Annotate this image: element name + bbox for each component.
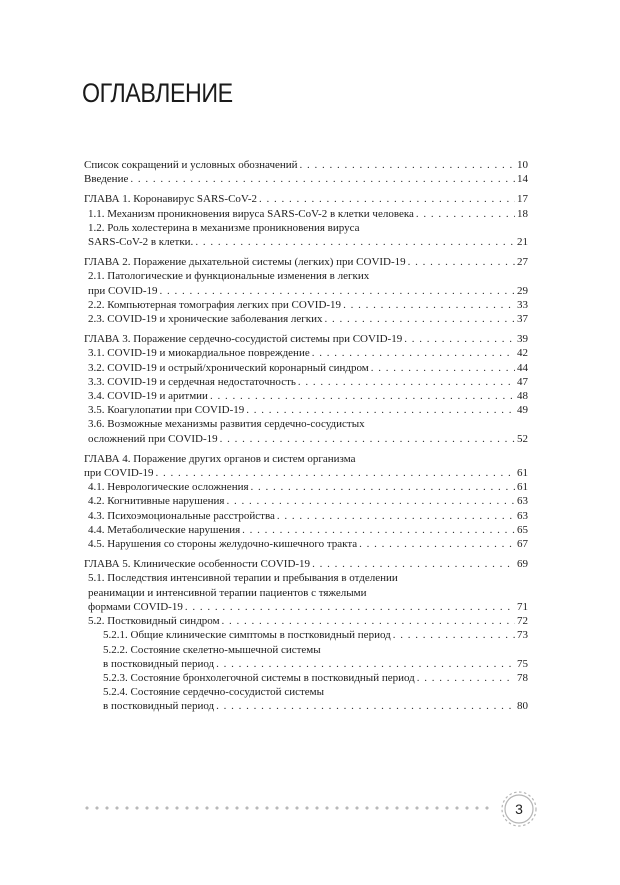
toc-entry-title: 5.1. Последствия интенсивной терапии и пребывания в отделении	[88, 572, 398, 585]
toc-entry-title: 1.2. Роль холестерина в механизме проникновения вируса	[88, 221, 360, 234]
toc-entry-title-cont: при COVID-19	[84, 467, 154, 480]
toc-entry-title: ГЛАВА 5. Клинические особенности COVID-19	[84, 558, 311, 571]
toc-chapter-entry[interactable]	[84, 452, 528, 480]
toc-group-chapter-4	[84, 452, 528, 551]
toc-entry[interactable]	[84, 480, 528, 494]
toc-entry-title: 5.2.1. Общие клинические симптомы в постковидный период	[103, 629, 391, 642]
page-number: 3	[515, 801, 523, 817]
toc-entry-title: Введение	[84, 173, 129, 186]
toc-group-chapter-1	[84, 192, 528, 249]
toc-entry[interactable]	[84, 537, 528, 551]
toc-entry-page: 29	[517, 284, 528, 297]
toc-entry-page: 63	[517, 509, 528, 522]
toc-entry[interactable]	[84, 671, 528, 685]
toc-entry[interactable]	[84, 509, 528, 523]
toc-entry-title: 5.2.4. Состояние сердечно-сосудистой системы	[103, 686, 325, 699]
toc-entry[interactable]	[84, 221, 528, 249]
toc-group-front-matter	[84, 158, 528, 186]
toc-entry[interactable]	[84, 158, 528, 172]
toc-entry-title: 4.5. Нарушения со стороны желудочно-кишечного тракта	[88, 538, 358, 551]
toc-entry[interactable]	[84, 628, 528, 642]
toc-entry[interactable]	[84, 389, 528, 403]
toc-entry[interactable]	[84, 403, 528, 417]
toc-entry-page: 73	[517, 629, 528, 642]
toc-entry-title: 5.2.2. Состояние скелетно-мышечной системы	[103, 643, 321, 656]
toc-entry-page: 21	[517, 236, 528, 249]
toc-entry-page: 61	[517, 481, 528, 494]
toc-entry-title: 3.6. Возможные механизмы развития сердечно-сосудистых	[88, 418, 365, 431]
toc-entry-page: 27	[517, 256, 528, 269]
toc-chapter-entry[interactable]	[84, 332, 528, 346]
toc-entry-page: 80	[517, 700, 528, 713]
toc-entry[interactable]	[84, 172, 528, 186]
toc-entry-page: 52	[517, 432, 528, 445]
toc-entry-title: 4.3. Психоэмоциональные расстройства	[88, 509, 275, 522]
toc-entry-title: 3.2. COVID-19 и острый/хронический коронарный синдром	[88, 361, 369, 374]
toc-entry-page: 69	[517, 558, 528, 571]
toc-entry-page: 39	[517, 333, 528, 346]
toc-entry-page: 44	[517, 361, 528, 374]
toc-entry[interactable]	[84, 298, 528, 312]
toc-entry-title: ГЛАВА 1. Коронавирус SARS-CoV-2	[84, 193, 258, 206]
toc-chapter-entry[interactable]	[84, 192, 528, 206]
toc-entry-title: 5.2.3. Состояние бронхолегочной системы в постковидный период	[103, 671, 415, 684]
toc-entry[interactable]	[84, 494, 528, 508]
toc-entry-page: 61	[517, 467, 528, 480]
toc-entry-page: 14	[517, 173, 528, 186]
toc-entry[interactable]	[84, 375, 528, 389]
toc-entry[interactable]	[84, 571, 528, 614]
table-of-contents	[84, 158, 528, 720]
toc-entry-title: ГЛАВА 4. Поражение других органов и систем организма	[84, 452, 356, 465]
toc-entry-title: 4.2. Когнитивные нарушения	[88, 495, 225, 508]
toc-group-chapter-2	[84, 255, 528, 326]
toc-entry-title: 4.1. Неврологические осложнения	[88, 481, 249, 494]
footer-dotted-rule	[82, 806, 492, 810]
toc-chapter-entry[interactable]	[84, 255, 528, 269]
toc-entry-page: 33	[517, 298, 528, 311]
toc-entry-title: Список сокращений и условных обозначений	[84, 159, 298, 171]
toc-entry[interactable]	[84, 643, 528, 671]
toc-entry[interactable]	[84, 346, 528, 360]
toc-entry-page: 78	[517, 671, 528, 684]
toc-entry-page: 18	[517, 207, 528, 220]
toc-entry[interactable]	[84, 361, 528, 375]
toc-entry-page: 71	[517, 600, 528, 613]
toc-entry[interactable]	[84, 523, 528, 537]
page-number-badge	[498, 788, 540, 830]
toc-entry-title: 2.3. COVID-19 и хронические заболевания легких	[88, 313, 323, 326]
toc-entry[interactable]	[84, 312, 528, 326]
toc-entry-title: 3.1. COVID-19 и миокардиальное повреждение	[88, 347, 310, 360]
toc-entry-page: 49	[517, 404, 528, 417]
toc-entry-page: 75	[517, 657, 528, 670]
toc-entry[interactable]	[84, 614, 528, 628]
toc-entry[interactable]	[84, 269, 528, 297]
toc-entry-title: 3.5. Коагулопатии при COVID-19	[88, 404, 245, 417]
toc-entry-title-cont: осложнений при COVID-19	[88, 432, 218, 445]
toc-entry-page: 10	[517, 159, 528, 171]
toc-entry-title: ГЛАВА 2. Поражение дыхательной системы (легких) при COVID-19	[84, 256, 406, 269]
toc-entry-title-cont: реанимации и интенсивной терапии пациентов с тяжелыми	[88, 586, 367, 599]
toc-entry-title: ГЛАВА 3. Поражение сердечно-сосудистой системы при COVID-19	[84, 333, 403, 346]
toc-entry-title: 2.1. Патологические и функциональные изменения в легких	[88, 270, 370, 283]
toc-entry-title: 5.2. Постковидный синдром	[88, 615, 220, 628]
toc-entry-page: 47	[517, 375, 528, 388]
toc-entry-page: 48	[517, 390, 528, 403]
toc-entry[interactable]	[84, 685, 528, 713]
toc-entry-page: 65	[517, 523, 528, 536]
toc-entry-title-cont: при COVID-19	[88, 284, 158, 297]
toc-entry-title: 3.3. COVID-19 и сердечная недостаточность	[88, 375, 296, 388]
toc-entry-title: 2.2. Компьютерная томография легких при COVID-19	[88, 298, 342, 311]
toc-entry-page: 67	[517, 538, 528, 551]
toc-entry-title: 4.4. Метаболические нарушения	[88, 523, 241, 536]
toc-entry-page: 37	[517, 313, 528, 326]
toc-group-chapter-3	[84, 332, 528, 446]
toc-chapter-entry[interactable]	[84, 557, 528, 571]
toc-entry-title: 1.1. Механизм проникновения вируса SARS-CoV-2 в клетки человека	[88, 207, 414, 220]
page-title: ОГЛАВЛЕНИЕ	[82, 78, 233, 108]
toc-entry-title-cont: формами COVID-19	[88, 600, 183, 613]
toc-entry-title: 3.4. COVID-19 и аритмии	[88, 390, 208, 403]
toc-entry[interactable]	[84, 417, 528, 445]
toc-entry-title-cont: в постковидный период	[103, 657, 215, 670]
toc-entry-page: 42	[517, 347, 528, 360]
toc-group-chapter-5	[84, 557, 528, 713]
toc-entry-page: 72	[517, 615, 528, 628]
toc-entry-title-cont: SARS-CoV-2 в клетки.	[88, 236, 194, 249]
toc-entry-page: 63	[517, 495, 528, 508]
toc-entry[interactable]	[84, 207, 528, 221]
toc-entry-page: 17	[517, 193, 528, 206]
toc-entry-title-cont: в постковидный период	[103, 700, 215, 713]
